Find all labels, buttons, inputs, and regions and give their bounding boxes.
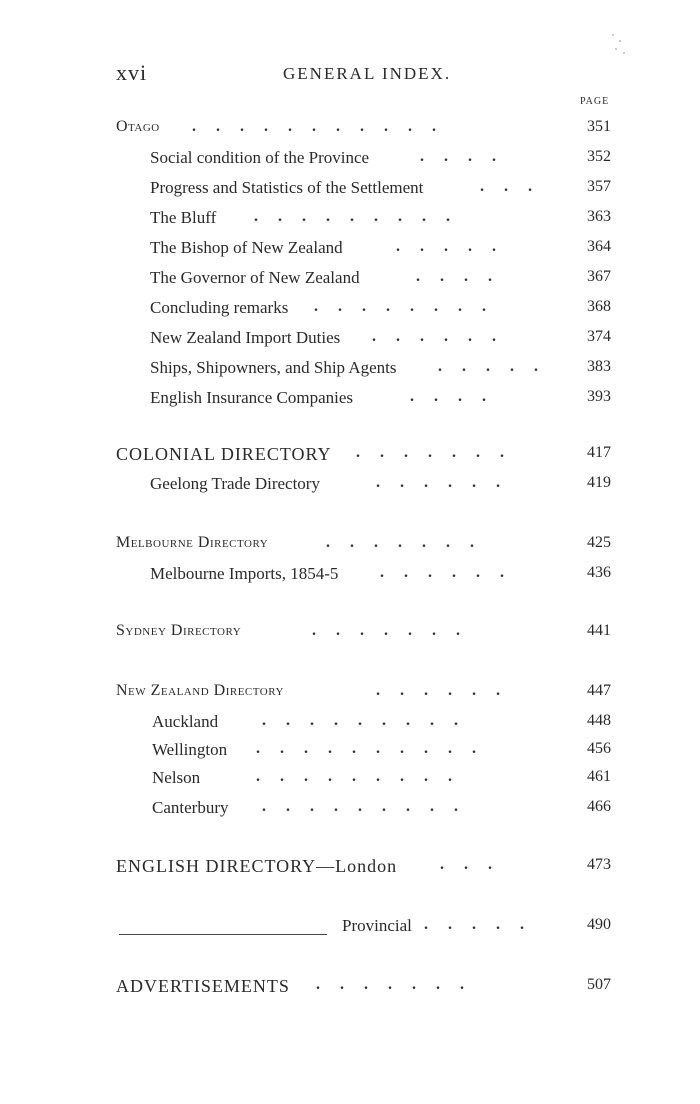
dot-leader: ......... <box>256 768 472 785</box>
entry-page: 436 <box>587 564 611 581</box>
entry-page: 357 <box>587 178 611 195</box>
page-number: xvi <box>116 60 148 85</box>
index-entry-english-directory <box>0 856 700 882</box>
entry-page: 473 <box>587 856 611 873</box>
entry-label: Melbourne Imports, 1854-5 <box>150 564 339 583</box>
entry-label: Social condition of the Province <box>150 148 370 167</box>
index-entry-sydney-directory <box>0 622 700 648</box>
entry-page: 441 <box>587 622 611 639</box>
dot-leader: ........... <box>192 118 456 135</box>
index-entry-otago <box>0 118 700 144</box>
dot-leader: ..... <box>424 916 544 933</box>
index-entry-new-zealand-directory <box>0 682 700 708</box>
entry-page: 447 <box>587 682 611 699</box>
entry-page: 425 <box>587 534 611 551</box>
entry-page: 363 <box>587 208 611 225</box>
entry-label: Concluding remarks <box>150 298 289 317</box>
index-entry <box>0 388 700 414</box>
dot-leader: ... <box>480 178 552 195</box>
page-column-label: PAGE <box>580 96 610 107</box>
index-entry <box>0 358 700 384</box>
entry-label: The Governor of New Zealand <box>150 268 360 287</box>
dot-leader: ....... <box>356 444 524 461</box>
dot-leader: ....... <box>316 976 484 993</box>
entry-page: 351 <box>587 118 611 135</box>
entry-page: 448 <box>587 712 611 729</box>
entry-label: New Zealand Directory <box>116 682 284 699</box>
entry-page: 383 <box>587 358 611 375</box>
index-entry-melbourne-directory <box>0 534 700 560</box>
entry-label: Canterbury <box>152 798 229 817</box>
dot-leader: ....... <box>312 622 480 639</box>
index-entry <box>0 148 700 174</box>
dot-leader: ....... <box>326 534 494 551</box>
entry-page: 507 <box>587 976 611 993</box>
entry-label: Auckland <box>152 712 219 731</box>
dot-leader: .... <box>410 388 506 405</box>
dot-leader: ...... <box>380 564 524 581</box>
dot-leader: ..... <box>438 358 558 375</box>
dot-leader: ......... <box>262 712 478 729</box>
index-entry-provincial <box>0 916 700 942</box>
dot-leader: ...... <box>376 682 520 699</box>
dot-leader: .... <box>416 268 512 285</box>
page-title: GENERAL INDEX. <box>283 64 452 83</box>
index-entry <box>0 798 700 824</box>
index-entry-colonial-directory <box>0 444 700 470</box>
entry-label: Provincial <box>342 916 412 935</box>
entry-page: 352 <box>587 148 611 165</box>
entry-label: Sydney Directory <box>116 622 242 639</box>
entry-page: 466 <box>587 798 611 815</box>
entry-label: The Bishop of New Zealand <box>150 238 343 257</box>
index-entry-advertisements <box>0 976 700 1002</box>
entry-label: Nelson <box>152 768 201 787</box>
dot-leader: ......... <box>254 208 470 225</box>
entry-page: 456 <box>587 740 611 757</box>
entry-page: 490 <box>587 916 611 933</box>
index-entry <box>0 564 700 590</box>
entry-label: Ships, Shipowners, and Ship Agents <box>150 358 397 377</box>
entry-page: 368 <box>587 298 611 315</box>
margin-smudge <box>610 30 628 60</box>
entry-page: 393 <box>587 388 611 405</box>
entry-label: English Insurance Companies <box>150 388 354 407</box>
entry-label: ADVERTISEMENTS <box>116 976 290 996</box>
entry-label: New Zealand Import Duties <box>150 328 341 347</box>
entry-label: Wellington <box>152 740 228 759</box>
entry-page: 419 <box>587 474 611 491</box>
entry-page: 461 <box>587 768 611 785</box>
index-entry <box>0 208 700 234</box>
entry-page: 417 <box>587 444 611 461</box>
dot-leader: ...... <box>372 328 516 345</box>
entry-page: 374 <box>587 328 611 345</box>
index-entry <box>0 328 700 354</box>
index-entry <box>0 768 700 794</box>
index-entry <box>0 474 700 500</box>
index-entry <box>0 238 700 264</box>
index-entry <box>0 178 700 204</box>
dot-leader: .... <box>420 148 516 165</box>
index-entry <box>0 740 700 766</box>
entry-label: Geelong Trade Directory <box>150 474 320 493</box>
dot-leader: ..... <box>396 238 516 255</box>
index-entry <box>0 268 700 294</box>
entry-label: Otago <box>116 118 160 135</box>
entry-page: 364 <box>587 238 611 255</box>
dot-leader: ......... <box>262 798 478 815</box>
dot-leader: ........ <box>314 298 506 315</box>
entry-label: COLONIAL DIRECTORY <box>116 444 332 464</box>
entry-label: The Bluff <box>150 208 217 227</box>
dot-leader: ...... <box>376 474 520 491</box>
entry-label: Melbourne Directory <box>116 534 269 551</box>
dot-leader: ... <box>440 856 512 873</box>
index-entry <box>0 712 700 738</box>
entry-label: ENGLISH DIRECTORY—London <box>116 856 398 876</box>
entry-label: Progress and Statistics of the Settlement <box>150 178 424 197</box>
entry-page: 367 <box>587 268 611 285</box>
index-entry <box>0 298 700 324</box>
dot-leader: .......... <box>256 740 496 757</box>
